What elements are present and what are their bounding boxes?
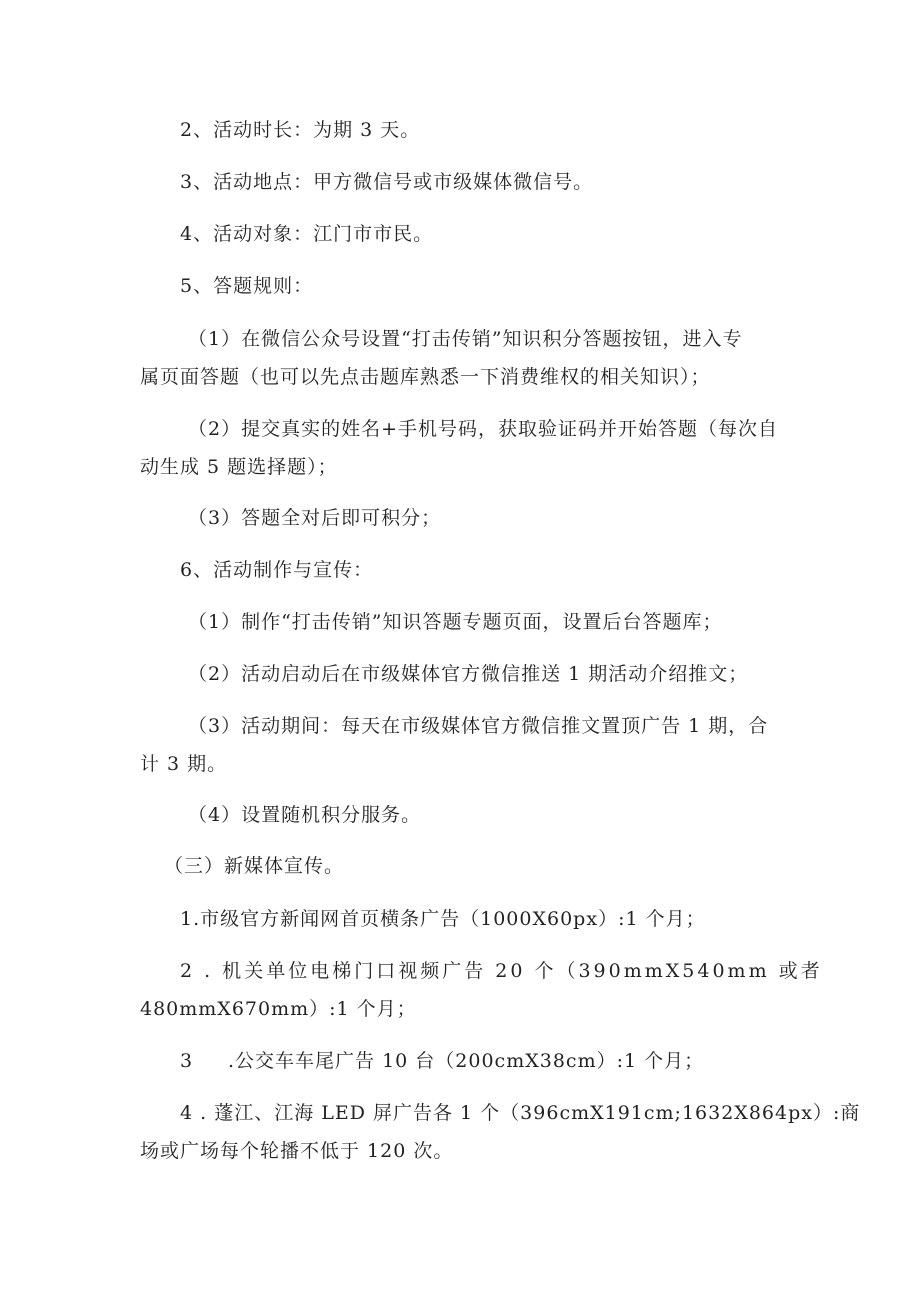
rule-2-line-1: （2）提交真实的姓名+手机号码，获取验证码并开始答题（每次自	[188, 418, 779, 440]
rule-2-line-2: 动生成 5 题选择题）；	[140, 456, 338, 478]
item-duration: 2、活动时长：为期 3 天。	[180, 119, 421, 141]
media-2-line-2: 480mmX670mm）:1 个月；	[140, 998, 417, 1020]
production-3-line-1: （3）活动期间：每天在市级媒体官方微信推文置顶广告 1 期，合	[188, 715, 769, 737]
media-3-text: .公交车车尾广告 10 台（200cmX38cm）:1 个月；	[228, 1050, 705, 1072]
production-1: （1）制作“打击传销”知识答题专题页面，设置后台答题库；	[188, 611, 723, 633]
rule-3: （3）答题全对后即可积分；	[188, 507, 442, 529]
media-4-line-1: 4 . 蓬江、江海 LED 屏广告各 1 个（396cmX191cm;1632X864px）:商	[180, 1102, 861, 1124]
production-2: （2）活动启动后在市级媒体官方微信推送 1 期活动介绍推文；	[188, 663, 749, 685]
media-3-number: 3	[180, 1050, 194, 1072]
media-1: 1.市级官方新闻网首页横条广告（1000X60px）:1 个月；	[180, 908, 706, 930]
rule-1-line-1: （1）在微信公众号设置“打击传销”知识积分答题按钮，进入专	[188, 328, 743, 350]
item-audience: 4、活动对象：江门市市民。	[180, 223, 434, 245]
rule-1-line-2: 属页面答题（也可以先点击题库熟悉一下消费维权的相关知识）；	[140, 366, 711, 388]
item-rules-heading: 5、答题规则：	[180, 275, 314, 297]
production-4: （4）设置随机积分服务。	[188, 804, 422, 826]
production-3-line-2: 计 3 期。	[140, 753, 228, 775]
media-4-line-2: 场或广场每个轮播不低于 120 次。	[140, 1140, 454, 1162]
media-2-line-1: 2 . 机关单位电梯门口视频广告 20 个（390mmX540mm 或者	[180, 960, 823, 982]
item-location: 3、活动地点：甲方微信号或市级媒体微信号。	[180, 171, 594, 193]
media-3	[180, 1052, 780, 1071]
section-new-media-heading: （三）新媒体宣传。	[164, 855, 345, 877]
item-production-heading: 6、活动制作与宣传：	[180, 559, 374, 581]
